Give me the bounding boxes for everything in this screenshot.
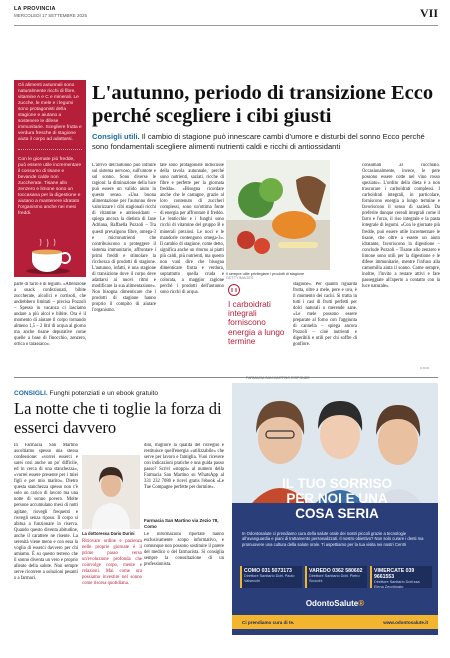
contact-director: Direttore Sanitario Dott.ssa Elena Zecchinato xyxy=(374,580,420,589)
page-number: VII xyxy=(419,6,438,20)
quote-icon xyxy=(228,284,240,296)
header-rule xyxy=(14,25,438,26)
newspaper-name: LA PROVINCIA xyxy=(14,6,56,12)
odontosalute-advertisement xyxy=(232,383,438,635)
brand-name: OdontoSalute xyxy=(305,599,359,608)
contact-vimercate[interactable] xyxy=(370,566,432,588)
article-summary xyxy=(92,132,442,151)
ad-description: In Odontosalute ci prendiamo cura della salute orale dei nostri piccoli grazie a tecnologie all'avanguardia e piani di trattamento personalizzati. Il nostro obiettivo? Non solo curare i denti ma promuovere una cultura della salute orale. Ti aspettiamo per la tua visita nei nostri Centri xyxy=(242,531,424,547)
contact-como[interactable] xyxy=(240,566,302,588)
article2-kicker xyxy=(14,390,224,397)
doctor-portrait xyxy=(82,455,140,529)
sidebar-text-2: Con le giornate più fredde, può essere utile incrementare il consumo di tisane e bevande calde non zuccherate. Tisane allo zenzero e limone sono un toccasana per la digestione e aiutano a mantenere idratato l'organismo anche nei mesi freddi. xyxy=(18,157,82,216)
article2-title: La notte che ti toglie la forza di esserci davvero xyxy=(14,399,222,437)
summary-lead: Consigli utili. xyxy=(92,132,140,141)
article-credit: R.BUB. xyxy=(420,366,431,370)
article2-column-3: dini, migliore la qualità del risveglio e restituisce quell'energia «utilizzabile» che serve per lavoro e famiglia. Vuoi ricevere con indicazioni pratiche e una guida passo passo? Scrivi «stoppi» al numero della Farmacia San Martino su WhatsApp al 331 232 7080 e ricevi gratis l'ebook «Le Tue Compagne perfette per dormire». xyxy=(144,443,224,491)
contact-phone: VIMERCATE 039 9661553 xyxy=(374,568,415,580)
article2-column-3b: Le informazioni riportate hanno esclusivamente scopo informativo, e comunque non possono sostituire il parere del medico o del farmacista. Si consiglia sempre la consultazione di un professionista. xyxy=(144,532,224,568)
sidebar-text-1: Gli alimenti autunnali sono naturalmente ricchi di fibre, vitamine A e C e minerali. Le zucche, le mele e i legumi sono protagonisti della stagione e aiutano a sostenere le difese immunitarie. Scegliere frutta e verdura fresche di stagione aiuta il corpo ad adattarsi. xyxy=(18,83,82,142)
article-column-left: parte di farro e di legumi. «Attenzione a snack confezionati, bibite zuccherate, alcolici e cortisoli, che andrebbero limitati – precisa Pozzoli – Spesso in vacanza ci lasciamo andare a più alcol e bibite. Ora è il momento di aiutare il corpo tornando almeno 1,5 – 2 litri di acqua al giorno ma anche tisane depurative come quelle a base di finocchio, zenzero, ortica o tarassaco». xyxy=(14,282,86,348)
vegetables-photo xyxy=(226,160,330,270)
photo-caption-text: Il sempre utile privilegiare i prodotti di stagione xyxy=(226,272,305,276)
ad-brand xyxy=(232,599,438,608)
article-title: L'autunno, periodo di transizione Ecco perché scegliere i cibi giusti xyxy=(92,82,434,127)
kicker-lead: CONSIGLI. xyxy=(14,390,48,397)
pull-quote: I carboidrati integrali forniscono energia a lungo termine xyxy=(228,300,285,346)
photo-caption xyxy=(226,272,330,280)
doctor-quote: Ritrovare ordine e pazienza nelle proprie giornate è il primo passo verso un'evoluzione profonda che coinvolge corpo, mente e relazioni. Mai come ora possiamo investire nel sonno come risorsa quotidiana. xyxy=(82,539,142,586)
ad-tagline: Ci prendiamo cura di te. xyxy=(242,619,295,625)
sidebar-separator xyxy=(18,149,82,150)
ad-website-link[interactable]: www.odontosalute.it xyxy=(383,619,428,625)
article2-column-1: In Farmacia San Martino ascoltiamo spesso una stessa confessione: «vorrei esserci e sarei così anche un po' difficile, ed in cerca di una stanchezza», «vorrei essere presente per i miei figli e per mio marito». Dietro questa stanchezza spesso non c'è solo un carico di lavoro ma una notte di sonno povero. Molte persone accumulano mesi di notti agitate, risvegli frequenti e risvegli senza riposo. Il corpo si abitua a funzionare in riserva. Quando questo diventa abitudine, anche il carattere ne risente. La serenità viene meno e con essa la voglia di esserci davvero per chi amiamo. È su questo terreno che il sonno diventa un vero e proprio alleato della salute. Non sempre serve ricorrere a soluzioni pesanti o a farmaci. xyxy=(14,443,78,582)
article-column-4: stagione». Per quanto riguarda frutta, oltre a mele, pere e uva, è il momento dei cachi. Si tratta in tutti i casi di frutti perfetti per dolci naturali o merende sane. «Le mele possono essere preparate al forno con l'aggiunta di cannella – spiega ancora Pozzoli – cioè nutrienti e digeribili e utili per chi soffre di gonfiore. xyxy=(293,282,357,348)
pharmacy-address: Farmacia San Martino via Zezio 78, Como xyxy=(144,518,219,529)
contact-phone: COMO 031 5073173 xyxy=(244,568,292,574)
kicker-text: Funghi potenziati e un ebook gratuito xyxy=(47,390,159,397)
article-column-3: tate sono protagoniste indiscusse della tavola autunnale, perché sono nutrienti, saziati, ricche di fibre e perfette per la giornata fredda». «Bisogna ricordare anche che le castagne, grazie al loro contenuto di zuccheri complessi, sono un'ottima fonte di energia per affrontare il freddo. Le lenticchie e i funghi sono ricchi di vitamine del gruppo B e minerali preziosi. Le noci e le mandorle contengono omega-3». Il cambio di stagione, come detto, significa anche un ritorno ai piatti più caldi, più nutrienti, ma questo non vuol dire che bisogna dimenticare frutta e verdura, soprattutto quella cruda e colorata, a maggior ragione perché i prodotti dell'autunno sono ricchi di acqua. xyxy=(160,163,224,295)
contact-varedo[interactable] xyxy=(305,566,367,588)
doctor-caption: La dottoressa Dario Durini xyxy=(82,531,135,536)
brand-mark: ® xyxy=(358,599,365,608)
issue-date: MERCOLEDÌ 17 SETTEMBRE 2025 xyxy=(14,13,88,18)
summary-text: Il cambio di stagione può innescare cambi d'umore e disturbi del sonno Ecco perché sono fondamentali scegliere alimenti nutrienti caldi e ricchi di antiossidanti xyxy=(92,132,425,151)
contact-phone: VAREDO 0362 580602 xyxy=(309,568,363,574)
sponsor-label: FARMACIA SAN MARTINO RISPONDE xyxy=(246,376,310,380)
page-header xyxy=(14,6,438,28)
doctor-photo xyxy=(82,455,140,529)
article-column-5: consumati al cucchiaio. Occasionalmente, invece, le pere possono essere cotte nel vino rosso speziato». L'ordito della dieta è a non trascurare i carboidrati complessi. I carboidrati integrali, in particolare, forniscono energia a lungo termine e favoriscono il senso di sazietà. Da preferire dunque cereali integrali come il farro e l'orzo, il riso integrale e la pasta integrale di legumi. «Con le giornate più fredde, può essere utile incrementare le tisane, che oltre a essere un aiuto idratante, favoriscono la digestione – conclude Pozzoli – Tisane allo zenzero e limone sono utili per la digestione e le difese immunitarie, mentre l'infuso alla camomilla aiuta il sonno. Come sempre, inoltre, l'invito a restare attivi e fare passeggiate all'aperto a contatto con la luce naturale». xyxy=(362,163,440,289)
contact-director: Direttore Sanitario Dott. Paolo Valsecchi xyxy=(244,574,295,583)
ad-footer-bar xyxy=(232,615,438,629)
ad-slogan: IL TUO SORRISO PER NOI È UNA COSA SERIA xyxy=(281,476,392,521)
ad-contacts xyxy=(240,566,432,588)
contact-director: Direttore Sanitario Dott. Pietro Scocchi xyxy=(309,574,360,583)
tea-cup-illustration xyxy=(20,238,76,274)
photo-credit: GETTYIMAGES xyxy=(226,276,254,280)
article-photo xyxy=(226,160,330,270)
article-column-2: L'arrivo dell'autunno può influire sul sistema nervoso, sull'umore e sul sonno. Sono diverse le ragioni: la diminuzione della luce può essere un valido aiuto in questo senso. «Una buona alimentazione per l'autunno deve valorizzare i cibi stagionali ricchi di vitamine e antiossidanti – spiega ancora la dietista di Jane Adriana, Raffaella Pozzoli – Tra questi prevalgono fibre, omega-3 e micronutrienti che contribuiscono a proteggere il sistema immunitario, affrontare i primi freddi e stimolare la ricchezza di prodotti di stagione. L'autunno, infatti, è una stagione di transizione dove il corpo deve adattarsi ai nuovi ritmi e modificare la sua alimentazione». Non bisogna dimenticare che i prodotti di stagione hanno proprio il compito di aiutare l'organismo. xyxy=(92,163,156,314)
